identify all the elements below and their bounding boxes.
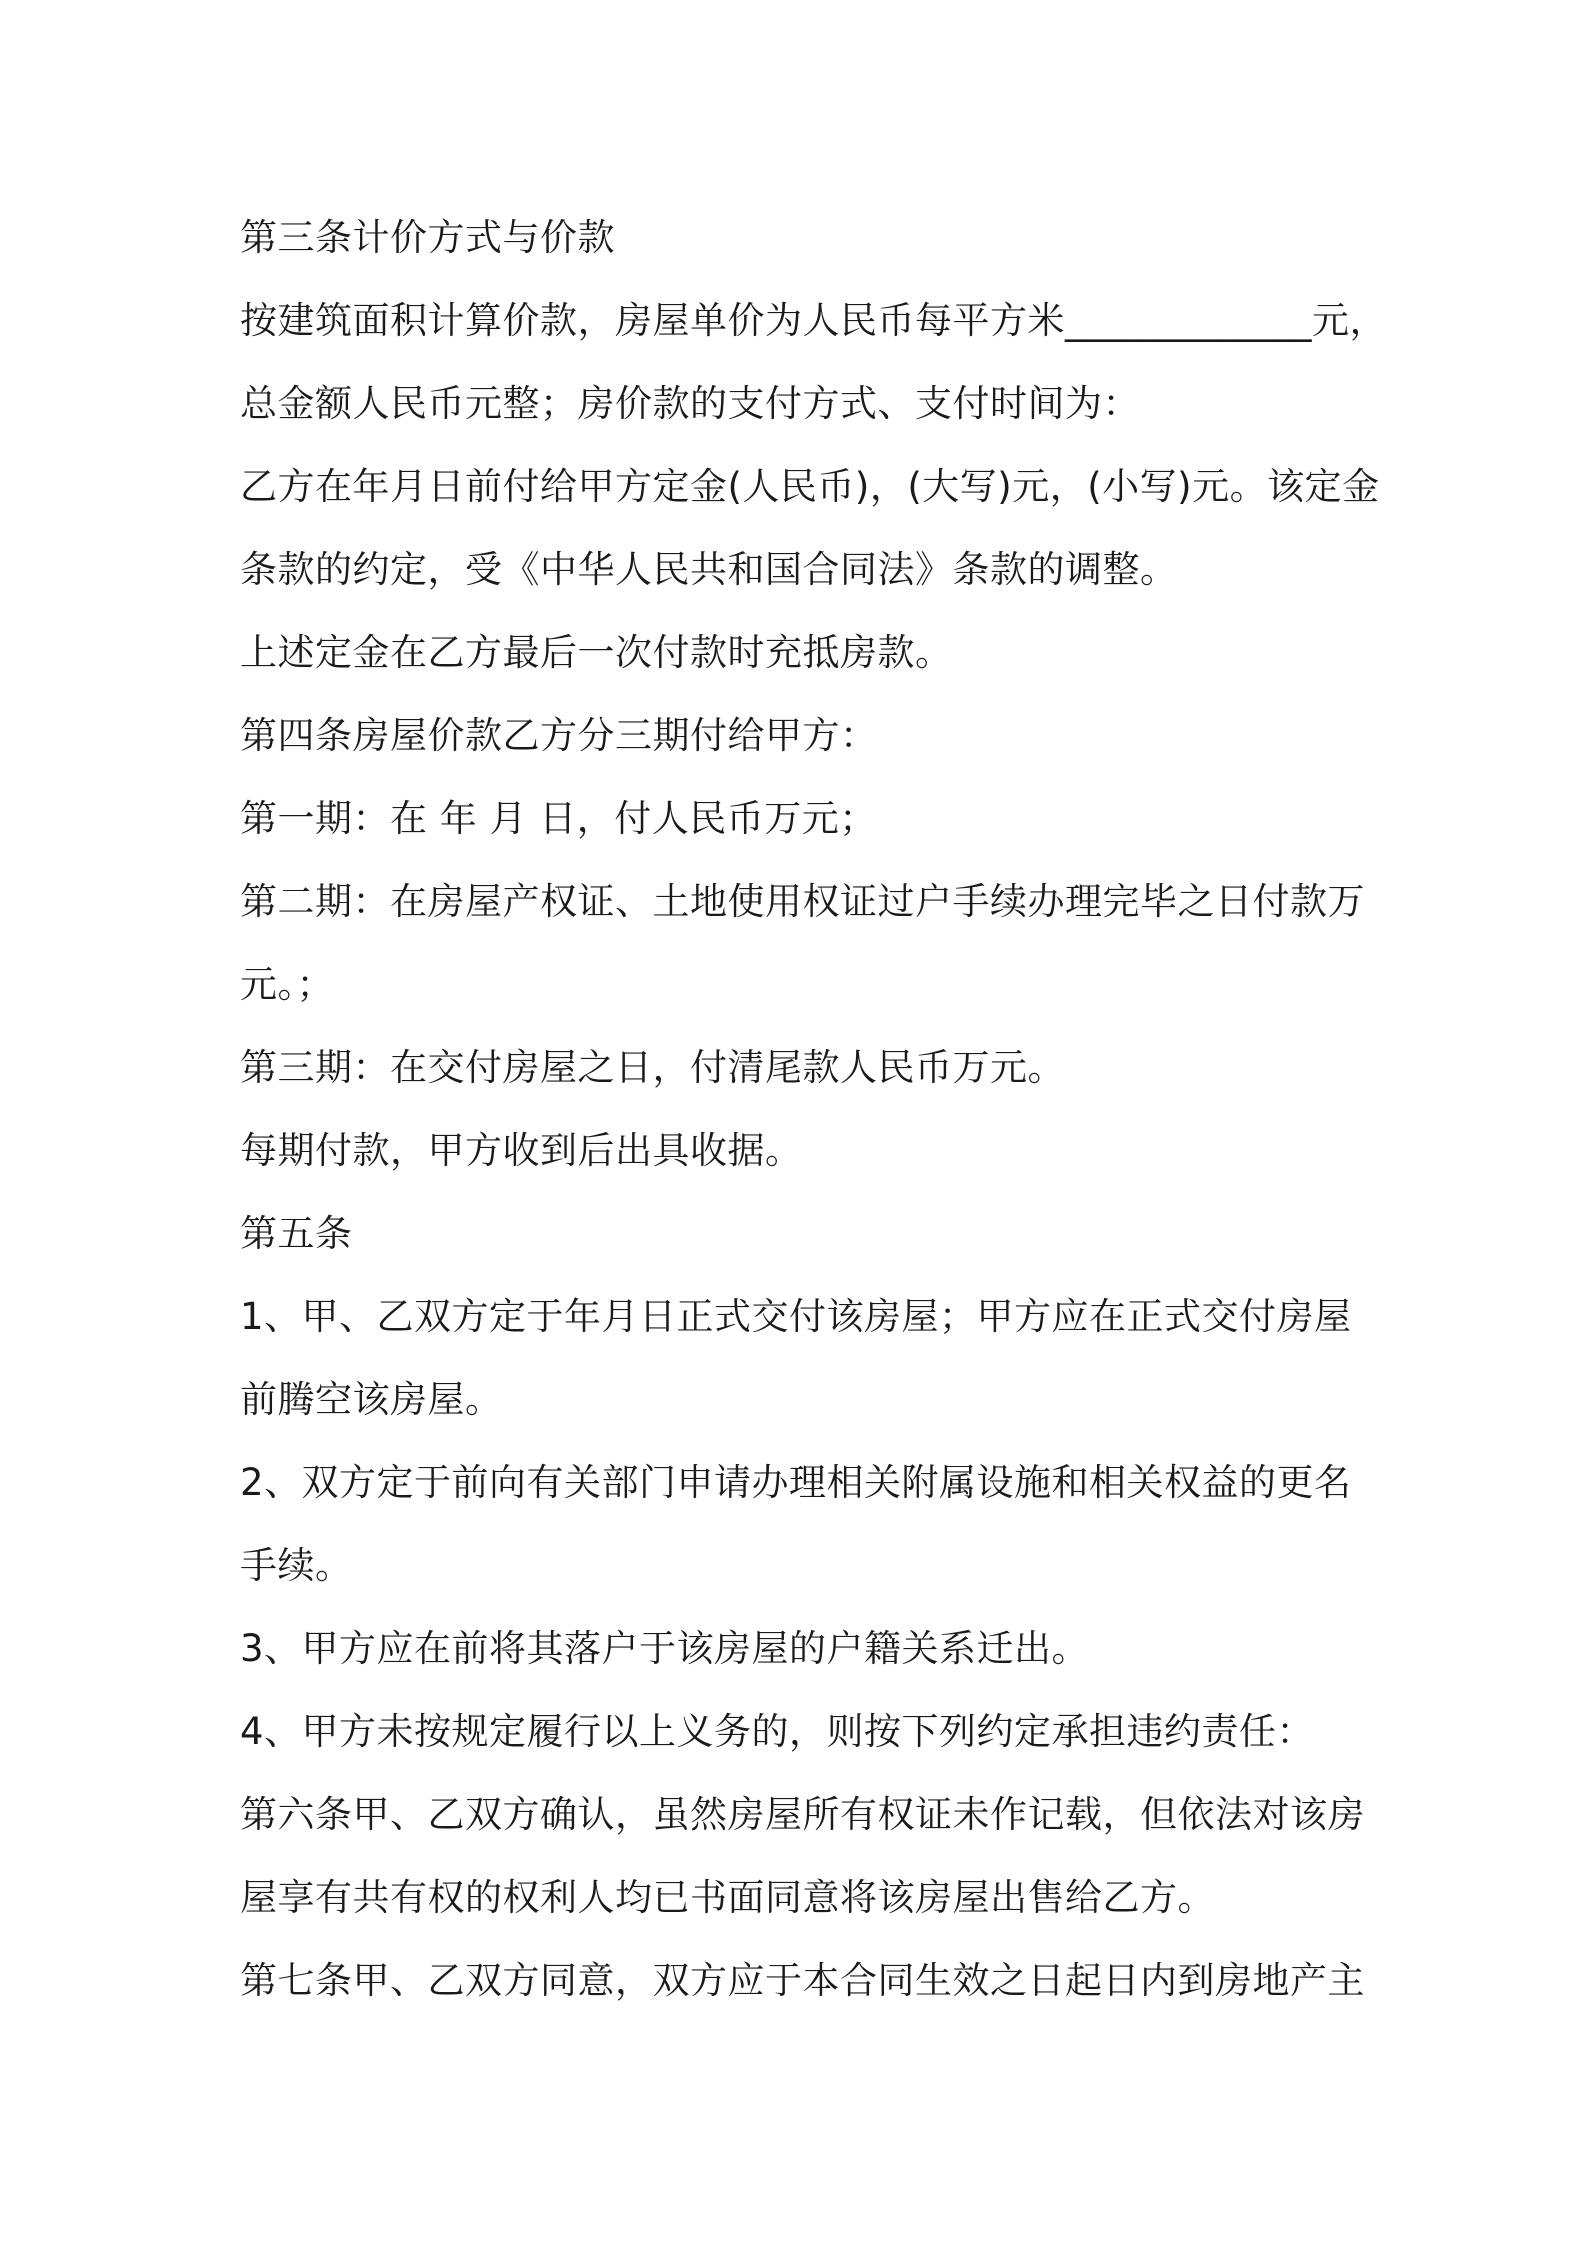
text-line: 上述定金在乙方最后一次付款时充抵房款。 — [240, 631, 953, 674]
article-6-text: 第六条甲、乙双方确认，虽然房屋所有权证未作记载，但依法对该房 — [240, 1793, 1365, 1836]
text-line: 按建筑面积计算价款，房屋单价为人民币每平方米_____________元， — [240, 299, 1387, 342]
text-line: 2、双方定于前向有关部门申请办理相关附属设施和相关权益的更名 — [240, 1461, 1352, 1504]
article-7-text: 第七条甲、乙双方同意，双方应于本合同生效之日起日内到房地产主 — [240, 1959, 1365, 2002]
document-body — [240, 196, 1387, 2022]
text-line: 第二期：在房屋产权证、土地使用权证过户手续办理完毕之日付款万 — [240, 880, 1365, 923]
text-line: 1、甲、乙双方定于年月日正式交付该房屋；甲方应在正式交付房屋 — [240, 1295, 1352, 1338]
text-line: 总金额人民币元整；房价款的支付方式、支付时间为： — [240, 382, 1140, 425]
text-line: 屋享有共有权的权利人均已书面同意将该房屋出售给乙方。 — [240, 1876, 1215, 1919]
text-line: 前腾空该房屋。 — [240, 1378, 503, 1421]
article-3-heading: 第三条计价方式与价款 — [240, 216, 615, 259]
text-line: 手续。 — [240, 1544, 353, 1587]
article-5-heading: 第五条 — [240, 1212, 353, 1255]
text-line: 第一期：在 年 月 日，付人民币万元； — [240, 797, 877, 840]
text-line: 3、甲方应在前将其落户于该房屋的户籍关系迁出。 — [240, 1627, 1090, 1670]
text-line: 乙方在年月日前付给甲方定金(人民币)，(大写)元，(小写)元。该定金 — [240, 465, 1380, 508]
text-line: 4、甲方未按规定履行以上义务的，则按下列约定承担违约责任： — [240, 1710, 1315, 1753]
text-line: 元。； — [240, 963, 334, 1006]
article-4-heading: 第四条房屋价款乙方分三期付给甲方： — [240, 714, 878, 757]
text-line: 每期付款，甲方收到后出具收据。 — [240, 1129, 803, 1172]
text-line: 第三期：在交付房屋之日，付清尾款人民币万元。 — [240, 1046, 1065, 1089]
text-line: 条款的约定，受《中华人民共和国合同法》条款的调整。 — [240, 548, 1178, 591]
